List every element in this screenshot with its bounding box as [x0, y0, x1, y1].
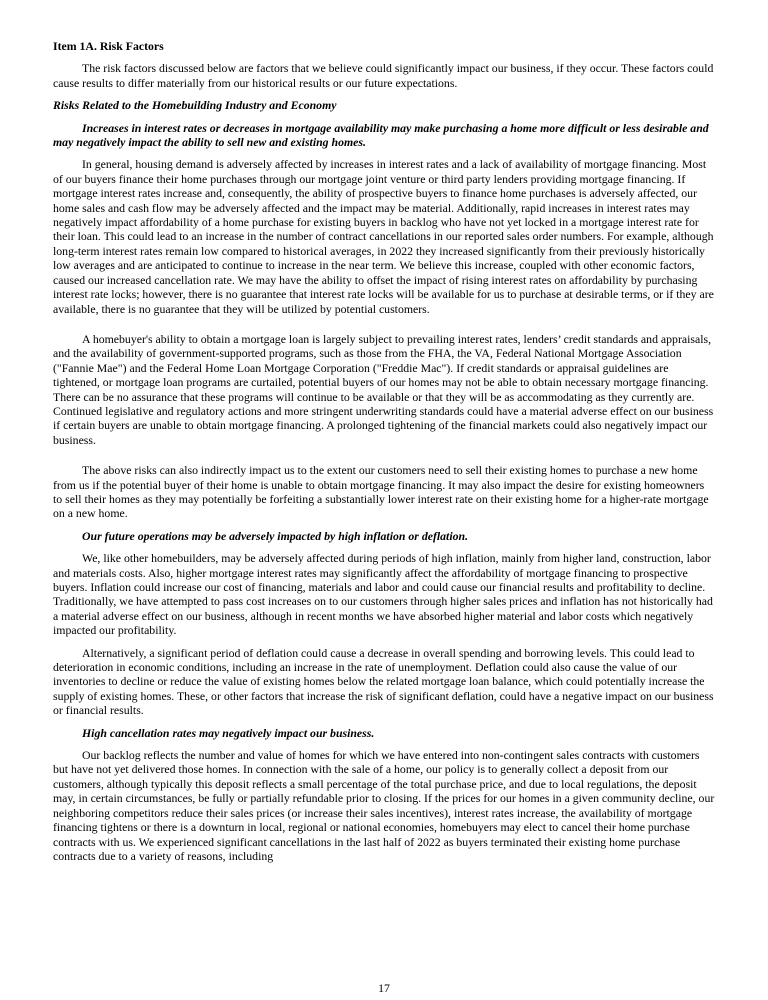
paragraph: Alternatively, a significant period of deflation could cause a decrease in overall spending and borrowing levels. This could lead to deterioration in economic conditions, including an increase in the rate of unemployment. Deflation could also cause the value of our inventories to decline or reduce the value of existing homes below the related mortgage loan balance, which could potentially increase the supply of existing homes. These, or other factors that increase the risk of significant deflation, could have a negative impact on our business or financial results. — [53, 645, 714, 718]
document-body — [53, 39, 716, 871]
paragraph: We, like other homebuilders, may be adversely affected during periods of high inflation, mainly from higher land, construction, labor and materials costs. Also, higher mortgage interest rates may significantly affect the affordability of mortgage financing to prospective buyers. Inflation could increase our cost of financing, materials and labor and could cause our financial results and profitability to decline. Traditionally, we have attempted to pass cost increases on to our customers through higher sales prices and inflation has not historically had a material adverse effect on our business, although in recent months we have absorbed higher material and labor costs which negatively impacted our profitability. — [53, 551, 713, 638]
risk-heading-cancellation: High cancellation rates may negatively impact our business. — [82, 725, 375, 740]
intro-paragraph: The risk factors discussed below are factors that we believe could significantly impact our business, if they occur. These factors could cause results to differ materially from our historical results or our future expectations. — [53, 61, 714, 90]
page-number: 17 — [378, 981, 390, 995]
risk-heading-interest-rates: Increases in interest rates or decreases in mortgage availability may make purchasing a home more difficult or less desirable and may negatively impact the ability to sell new and existing homes. — [53, 120, 709, 150]
paragraph: A homebuyer's ability to obtain a mortgage loan is largely subject to prevailing interest rates, lenders’ credit standards and appraisals, and the availability of government-supported programs, such as those from the FHA, the VA, Federal National Mortgage Association ("Fannie Mae") and the Federal Home Loan Mortgage Corporation ("Freddie Mac"). If credit standards or appraisal guidelines are tightened, or mortgage loan programs are curtailed, potential buyers of our homes may not be able to obtain necessary mortgage financing. There can be no assurance that these programs will continue to be available or that they will be as accommodating as they currently are. Continued legislative and regulatory actions and more stringent underwriting standards could have a material adverse effect on our business if certain buyers are unable to obtain mortgage financing. A prolonged tightening of the financial markets could also negatively impact our business. — [53, 331, 714, 447]
paragraph: In general, housing demand is adversely affected by increases in interest rates and a lack of availability of mortgage financing. Most of our buyers finance their home purchases through our mortgage joint venture or third party lenders providing mortgage financing. If mortgage interest rates increase and, consequently, the ability of prospective buyers to finance home purchases is adversely affected, our home sales and cash flow may be adversely affected and the impact may be material. Additionally, rapid increases in interest rates may negatively impact affordability of a home purchase for existing buyers in backlog who have not yet locked in a mortgage interest rate for their loan. This could lead to an increase in the number of contract cancellations in our reported sales order numbers. For example, although long-term interest rates remain low compared to historical averages, in 2022 they increased significantly from their previously historically low averages and are anticipated to continue to increase in the near term. We believe this increase, coupled with other economic factors, caused our increased cancellation rate. We may have the ability to offset the impact of rising interest rates on affordability by purchasing interest rate locks; however, there is no guarantee that interest rate locks will be available for us to purchase at desirable terms, or if they are available, there is no guarantee that they will be utilized by potential customers. — [53, 157, 714, 316]
section-heading: Risks Related to the Homebuilding Industry and Economy — [53, 98, 337, 113]
item-title: Item 1A. Risk Factors — [53, 39, 164, 53]
paragraph: The above risks can also indirectly impact us to the extent our customers need to sell their existing homes to purchase a new home from us if the potential buyer of their home is unable to obtain mortgage financing. It may also impact the desire for existing homeowners to sell their homes as they may potentially be forfeiting a substantially lower interest rate on their existing home for a higher-rate mortgage on a new home. — [53, 463, 709, 521]
risk-heading-inflation: Our future operations may be adversely impacted by high inflation or deflation. — [82, 528, 469, 543]
paragraph: Our backlog reflects the number and value of homes for which we have entered into non-contingent sales contracts with customers but have not yet delivered those homes. In connection with the sale of a home, our policy is to generally collect a deposit from our customers, although typically this deposit reflects a small percentage of the total purchase price, and due to local regulations, the deposit may, in certain circumstances, be fully or partially refundable prior to closing. If the prices for our homes in a given community decline, our neighboring competitors reduce their sales prices (or increase their sales incentives), interest rates increase, the availability of mortgage financing tightens or there is a downturn in local, regional or national economies, homebuyers may elect to cancel their home purchase contracts with us. We experienced significant cancellations in the last half of 2022 as buyers terminated their existing home purchase contracts due to a variety of reasons, including — [53, 748, 715, 863]
